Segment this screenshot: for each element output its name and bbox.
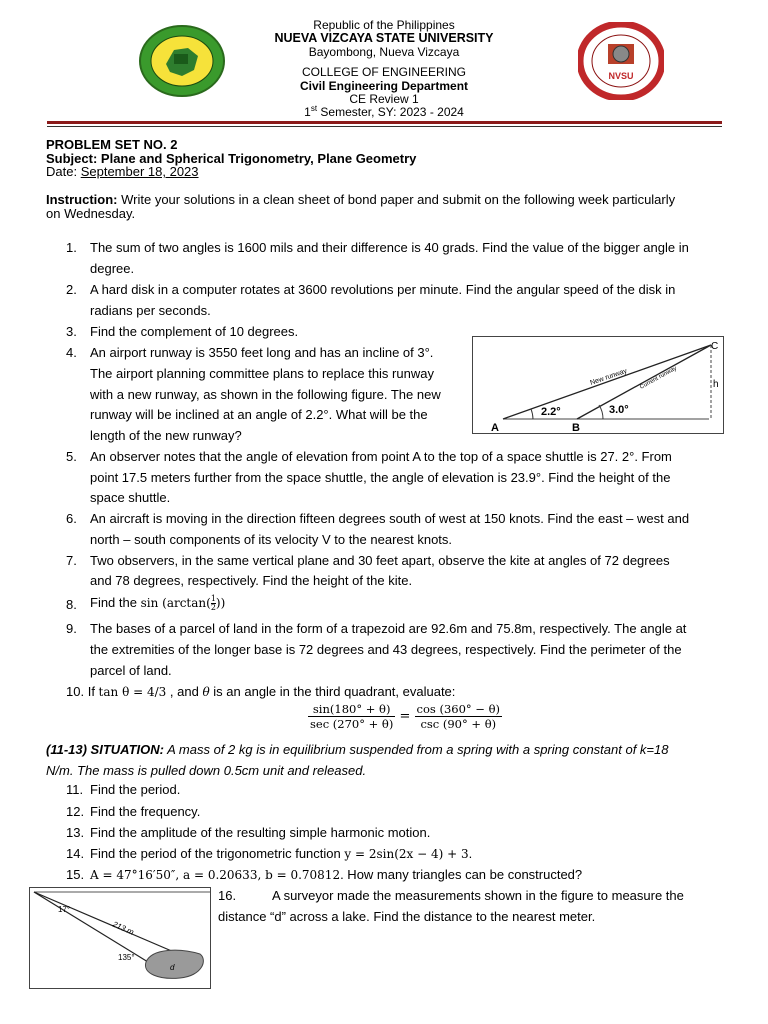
p15-line1: A = 47°16′50″, a = 0.20633, b = 0.70812. How many triangles can be constructed? <box>90 867 583 882</box>
lake-angle-top: 17° <box>58 905 71 914</box>
p5-line3: space shuttle. <box>90 490 171 505</box>
p10-line1: 10. If tan θ = 4/3 , and θ is an angle in the third quadrant, evaluate: <box>66 684 456 699</box>
course-line: CE Review 1 <box>349 92 419 106</box>
situation-line1: (11-13) SITUATION: A mass of 2 kg is in equilibrium suspended from a spring with a spring constant of k=18 <box>46 742 669 757</box>
subject-line: Subject: Plane and Spherical Trigonometry, Plane Geometry <box>46 151 417 166</box>
p5-line2: point 17.5 meters further from the space shuttle, the angle of elevation is 23.9°. Find the height of the <box>90 470 671 485</box>
location-line: Bayombong, Nueva Vizcaya <box>308 45 460 59</box>
problem-set-title: PROBLEM SET NO. 2 <box>46 137 178 152</box>
situation-line2: N/m. The mass is pulled down 0.5cm unit and released. <box>46 763 367 778</box>
p4-line3: with a new runway, as shown in the following figure. The new <box>90 387 441 402</box>
lake-d-label: d <box>170 963 175 972</box>
lake-angle-bottom: 135° <box>118 953 135 962</box>
instruction: Instruction: Write your solutions in a clean sheet of bond paper and submit on the following week particularly <box>46 192 676 207</box>
p1-number: 1. <box>66 240 77 255</box>
p12-number: 12. <box>66 804 85 819</box>
p16-number: 16. <box>218 888 237 903</box>
p1-line1: The sum of two angles is 1600 mils and their difference is 40 grads. Find the value of the bigger angle in <box>90 240 689 255</box>
p7-line2: and 78 degrees, respectively. Find the height of the kite. <box>90 573 413 588</box>
semester-line: 1st Semester, SY: 2023 - 2024 <box>304 104 464 119</box>
p12-line1: Find the frequency. <box>90 804 201 819</box>
p11-line1: Find the period. <box>90 782 181 797</box>
p4-number: 4. <box>66 345 77 360</box>
p2-number: 2. <box>66 282 77 297</box>
p14-number: 14. <box>66 846 85 861</box>
university-name: NUEVA VIZCAYA STATE UNIVERSITY <box>274 31 494 45</box>
point-b-label: B <box>572 422 580 433</box>
point-a-label: A <box>491 422 499 433</box>
college-line: COLLEGE OF ENGINEERING <box>301 65 467 79</box>
header-rule-dark <box>47 126 722 127</box>
p5-number: 5. <box>66 449 77 464</box>
new-runway-line <box>503 345 711 419</box>
p3-line1: Find the complement of 10 degrees. <box>90 324 299 339</box>
p2-line1: A hard disk in a computer rotates at 3600 revolutions per minute. Find the angular speed of the disk in <box>90 282 676 297</box>
p6-line1: An aircraft is moving in the direction fifteen degrees south of west at 150 knots. Find the east – west and <box>90 511 690 526</box>
college-logo <box>578 22 664 100</box>
p9-line2: the extremities of the longer base is 72 degrees and 43 degrees, respectively. Find the perimeter of the <box>90 642 682 657</box>
p10-equation: $\frac{\sin(180^\circ + \theta)}{\sec (270^\circ + \theta)}$ = $\frac{\cos (360^\circ - \theta)}{\csc (90^\circ + \theta)}$ <box>310 702 501 731</box>
p15-number: 15. <box>66 867 85 882</box>
p6-line2: north – south components of its velocity V to the nearest knots. <box>90 532 453 547</box>
p2-line2: radians per seconds. <box>90 303 211 318</box>
college-logo-short: NVSU <box>608 71 634 81</box>
instruction-cont: on Wednesday. <box>46 206 136 221</box>
p4-line5: length of the new runway? <box>90 428 242 443</box>
new-runway-label: New runway <box>589 367 629 387</box>
p4-line1: An airport runway is 3550 feet long and has an incline of 3°. <box>90 345 434 360</box>
p1-line2: degree. <box>90 261 135 276</box>
angle-b-label: 3.0° <box>609 404 629 416</box>
p16-line1: A surveyor made the measurements shown in the figure to measure the <box>272 888 684 903</box>
p9-line1: The bases of a parcel of land in the form of a trapezoid are 92.6m and 75.8m, respectively. The angle at <box>90 621 687 636</box>
height-label: h <box>713 379 719 390</box>
p9-line3: parcel of land. <box>90 663 172 678</box>
p9-number: 9. <box>66 621 77 636</box>
p16-line2: distance “d” across a lake. Find the distance to the nearest meter. <box>218 909 596 924</box>
header-rule-red <box>47 121 722 124</box>
p11-number: 11. <box>66 782 84 797</box>
point-c-label: C <box>711 341 719 352</box>
p7-number: 7. <box>66 553 77 568</box>
republic-line: Republic of the Philippines <box>313 18 455 32</box>
p6-number: 6. <box>66 511 77 526</box>
runway-figure <box>472 336 724 434</box>
p4-line2: The airport planning committee plans to replace this runway <box>90 366 434 381</box>
p5-line1: An observer notes that the angle of elevation from point A to the top of a space shuttle is 27. 2°. From <box>90 449 672 464</box>
date-line: Date: September 18, 2023 <box>46 164 199 179</box>
p14-line1: Find the period of the trigonometric function y = 2sin(2x − 4) + 3. <box>90 846 473 861</box>
p3-number: 3. <box>66 324 77 339</box>
p7-line1: Two observers, in the same vertical plane and 30 feet apart, observe the kite at angles of 72 degrees <box>90 553 670 568</box>
p8-number: 8. <box>66 597 77 612</box>
lake-side-label: 213 m <box>111 919 136 937</box>
angle-a-label: 2.2° <box>541 406 561 418</box>
p4-line4: runway will be inclined at an angle of 2.2°. What will be the <box>90 407 428 422</box>
lake-figure <box>29 887 211 989</box>
current-runway-label: Current runway <box>639 365 678 391</box>
department-line: Civil Engineering Department <box>299 79 469 93</box>
p8-line1: Find the sin (arctan( $\frac{1}{2}$ )) <box>90 594 226 613</box>
p13-number: 13. <box>66 825 85 840</box>
p13-line1: Find the amplitude of the resulting simple harmonic motion. <box>90 825 431 840</box>
